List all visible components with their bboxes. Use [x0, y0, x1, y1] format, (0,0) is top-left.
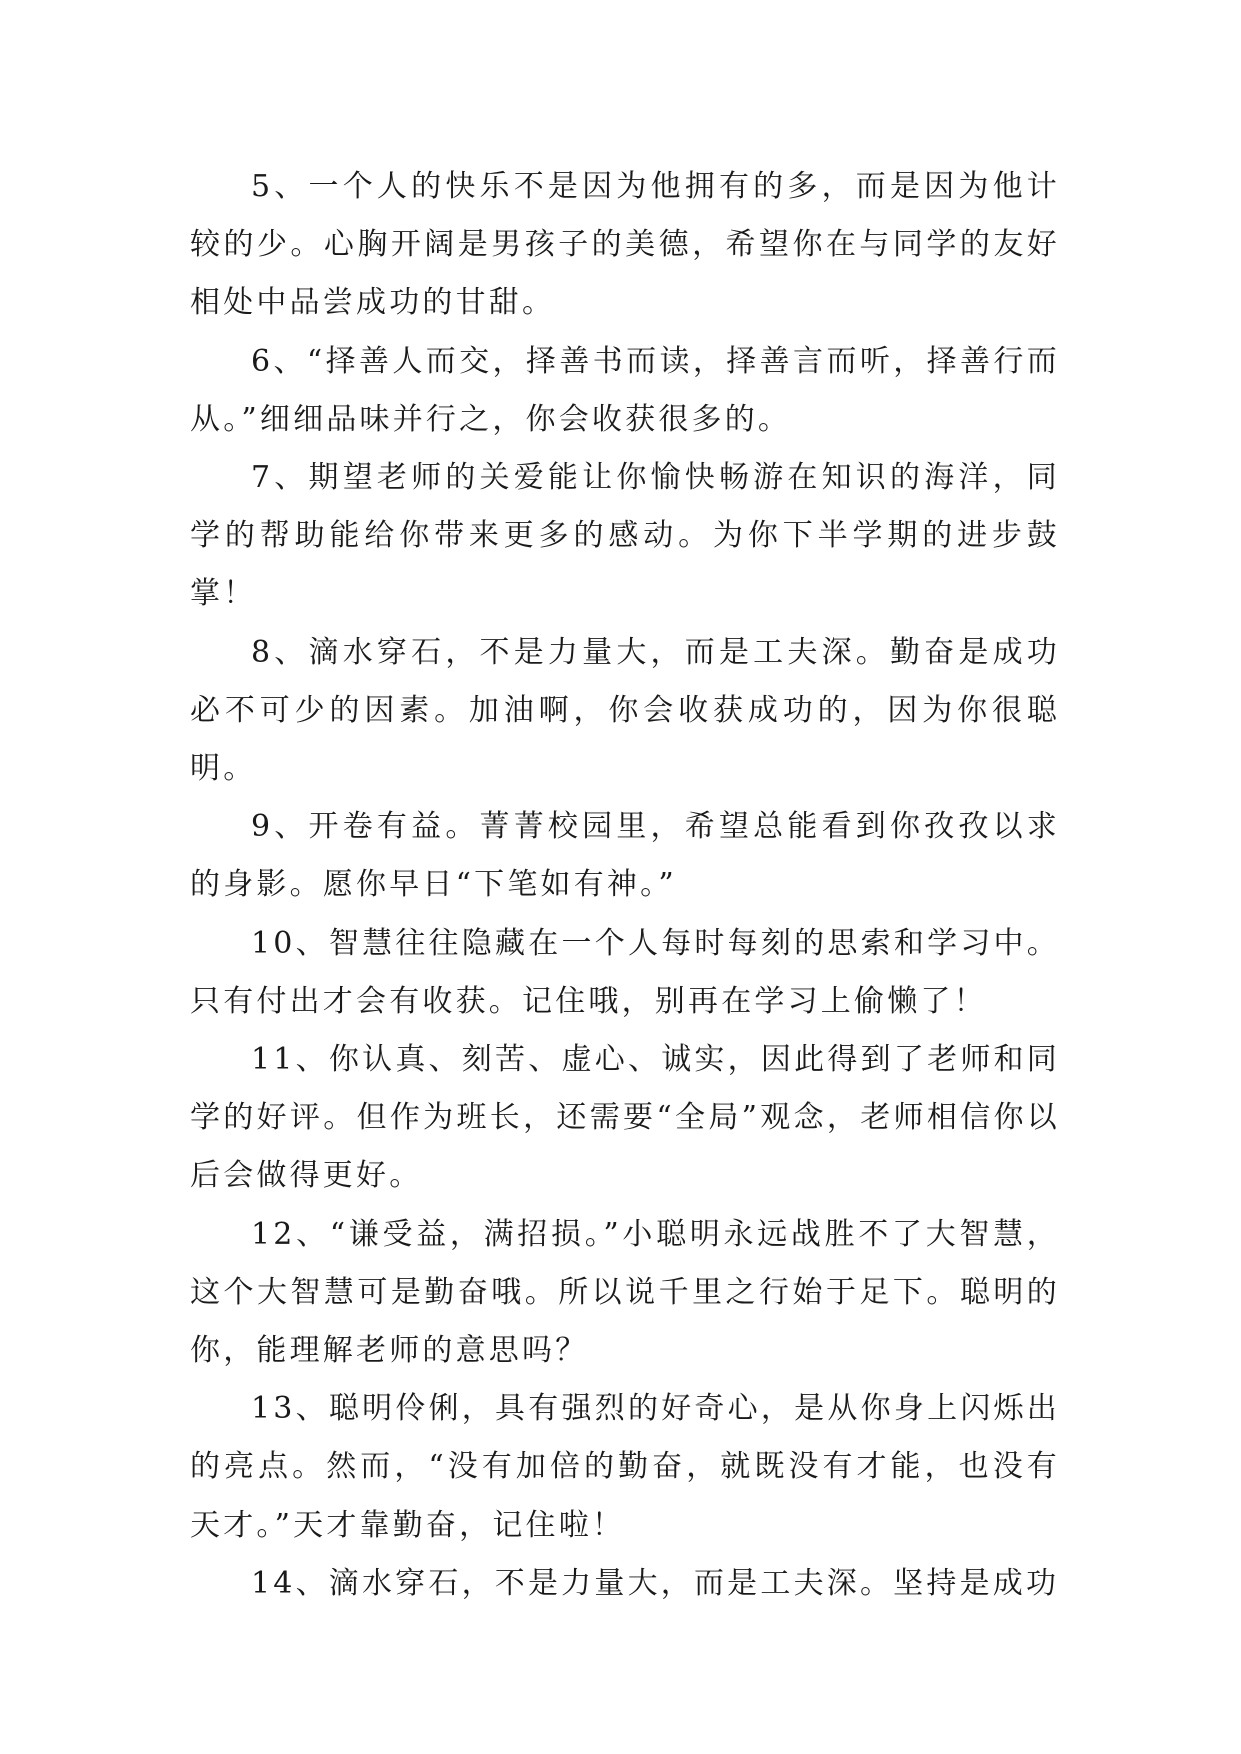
- paragraph-11: 11、你认真、刻苦、虚心、诚实，因此得到了老师和同学的好评。但作为班长，还需要“全局”观念，老师相信你以后会做得更好。: [190, 1042, 1060, 1194]
- paragraph-14: 14、滴水穿石，不是力量大，而是工夫深。坚持是成功: [251, 1565, 1060, 1601]
- paragraph-8: 8、滴水穿石，不是力量大，而是工夫深。勤奋是成功必不可少的因素。加油啊，你会收获成功的，因为你很聪明。: [190, 634, 1060, 787]
- paragraph-9: 9、开卷有益。菁菁校园里，希望总能看到你孜孜以求的身影。愿你早日“下笔如有神。”: [190, 809, 1060, 903]
- paragraph-12: 12、“谦受益，满招损。”小聪明永远战胜不了大智慧，这个大智慧可是勤奋哦。所以说千里之行始于足下。聪明的你，能理解老师的意思吗？: [190, 1216, 1060, 1369]
- paragraph-5: 5、一个人的快乐不是因为他拥有的多，而是因为他计较的少。心胸开阔是男孩子的美德，希望你在与同学的友好相处中品尝成功的甘甜。: [190, 169, 1060, 321]
- paragraph-13: 13、聪明伶俐，具有强烈的好奇心，是从你身上闪烁出的亮点。然而，“没有加倍的勤奋，就既没有才能，也没有天才。”天才靠勤奋，记住啦！: [190, 1391, 1060, 1543]
- document-body: [190, 158, 1060, 1613]
- paragraph-6: 6、“择善人而交，择善书而读，择善言而听，择善行而从。”细细品味并行之，你会收获很多的。: [190, 343, 1060, 437]
- paragraph-7: 7、期望老师的关爱能让你愉快畅游在知识的海洋，同学的帮助能给你带来更多的感动。为你下半学期的进步鼓掌！: [190, 460, 1060, 612]
- paragraph-10: 10、智慧往往隐藏在一个人每时每刻的思索和学习中。只有付出才会有收获。记住哦，别再在学习上偷懒了！: [190, 925, 1060, 1019]
